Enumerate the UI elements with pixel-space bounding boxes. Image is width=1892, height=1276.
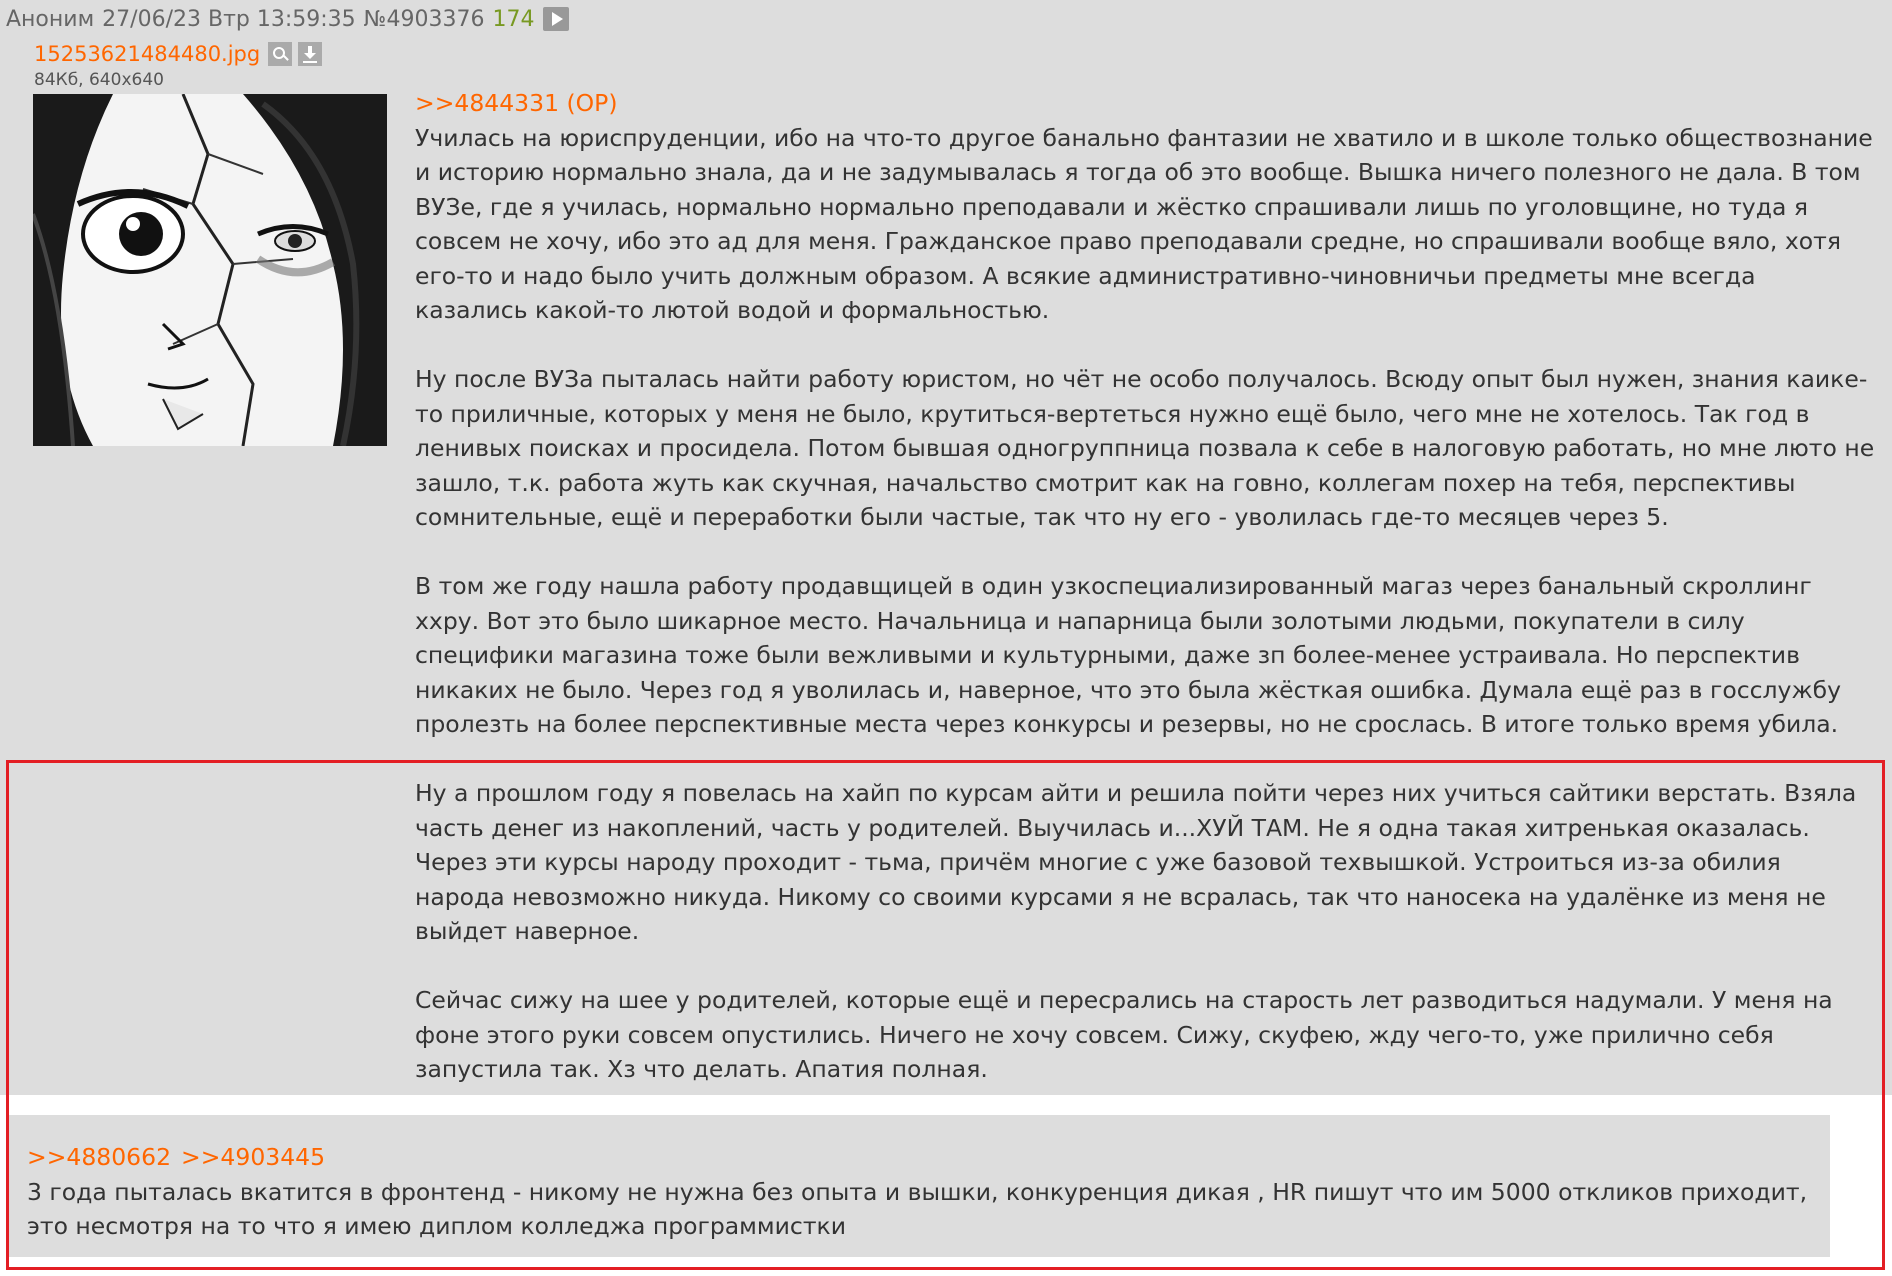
post-rating: 174 bbox=[492, 6, 535, 32]
post-date: 27/06/23 Втр 13:59:35 bbox=[102, 6, 356, 32]
file-name-link[interactable]: 15253621484480.jpg bbox=[34, 42, 261, 66]
post-body bbox=[415, 86, 1875, 1121]
search-icon[interactable] bbox=[268, 42, 292, 66]
reply-link[interactable]: >>4903445 bbox=[181, 1143, 326, 1171]
post-header bbox=[6, 4, 577, 34]
post-paragraph: Ну после ВУЗа пыталась найти работу юристом, но чёт не особо получалось. Всюду опыт был нужен, знания каике-то приличные, которых у меня не было, крутиться-вертеться нужно ещё было, чего мне не хотелось. Так год в ленивых поисках и просидела. Потом бывшая одногруппница позвала к себе в налоговую работать, но мне люто не зашло, т.к. работа жуть как скучная, начальство смотрит как на говно, коллегам похер на тебя, перспективы сомнительные, ещё и переработки были частые, так что ну его - уволилась где-то месяцев через 5. bbox=[415, 365, 1875, 531]
reply-body bbox=[27, 1140, 1817, 1244]
reply-post bbox=[7, 1115, 1830, 1257]
post-paragraph: Ну а прошлом году я повелась на хайп по курсам айти и решила пойти через них учиться сайтики верстать. Взяла часть денег из накоплений, часть у родителей. Выучилась и...ХУЙ ТАМ. Не я одна такая хитренькая оказалась. Через эти курсы народу проходит - тьма, причём многие с уже базовой техвышкой. Устроиться из-за обилия народа невозможно никуда. Никому со своими курсами я не всралась, так что наносека на удалёнке из меня не выйдет наверное. bbox=[415, 779, 1857, 945]
post-number[interactable]: №4903376 bbox=[363, 6, 485, 32]
reply-links bbox=[27, 1140, 1817, 1175]
play-icon[interactable] bbox=[543, 7, 569, 31]
reply-link[interactable]: >>4880662 bbox=[27, 1143, 172, 1171]
download-icon[interactable] bbox=[298, 42, 322, 66]
file-meta: 84Кб, 640x640 bbox=[34, 70, 164, 90]
post-paragraph: Сейчас сижу на шее у родителей, которые ещё и пересрались на старость лет разводиться надумали. У меня на фоне этого руки совсем опустились. Ничего не хочу совсем. Сижу, скуфею, жду чего-то, уже прилично себя запустила так. Хз что делать. Апатия полная. bbox=[415, 986, 1833, 1083]
post-paragraph: В том же году нашла работу продавщицей в один узкоспециализированный магаз через банальный скроллинг ххру. Вот это было шикарное место. Начальница и напарница были золотыми людьми, покупатели в силу специфики магазина тоже были вежливыми и культурными, даже зп более-менее устраивала. Но перспектив никаких не было. Через год я уволилась и, наверное, что это была жёсткая ошибка. Думала ещё раз в госслужбу пролезть на более перспективные места через конкурсы и резервы, но не срослась. В итоге только время убила. bbox=[415, 572, 1842, 738]
post-author: Аноним bbox=[6, 6, 95, 32]
post-image-thumbnail[interactable] bbox=[33, 94, 387, 446]
file-info bbox=[34, 40, 328, 68]
reply-text: 3 года пыталась вкатится в фронтенд - никому не нужна без опыта и вышки, конкуренция дикая , HR пишут что им 5000 откликов приходит, это несмотря на то что я имею диплом колледжа программистки bbox=[27, 1177, 1808, 1240]
post-paragraph: Училась на юриспруденции, ибо на что-то другое банально фантазии не хватило и в школе только обществознание и историю нормально знала, да и не задумывалась я тогда об это вообще. Вышка ничего полезного не дала. В том ВУЗе, где я училась, нормально нормально преподавали и жёстко спрашивали лишь по уголовщине, но туда я совсем не хочу, ибо это ад для меня. Гражданское право преподавали средне, но спрашивали вообще вяло, хотя его-то и надо было учить должным образом. А всякие административно-чиновничьи предметы мне всегда казались какой-то лютой водой и формальностью. bbox=[415, 123, 1873, 324]
reply-link-op[interactable]: >>4844331 (OP) bbox=[415, 89, 618, 117]
